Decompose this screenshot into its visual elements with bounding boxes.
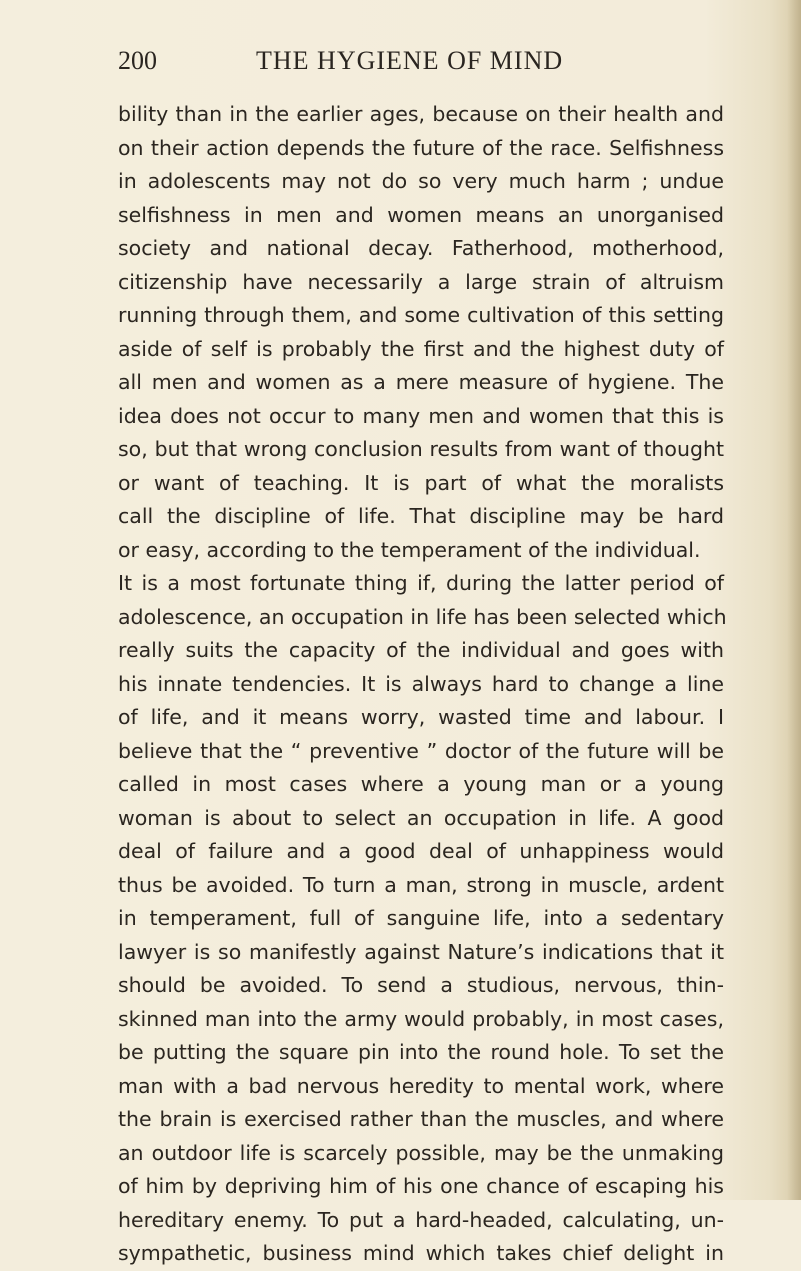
text-line: his innate tendencies. It is always hard to change a line [118,671,724,696]
text-line: all men and women as a mere measure of hygiene. The [118,370,724,394]
text-line: bility than in the earlier ages, because on their health and [118,102,724,126]
text-line: on their action depends the future of the race. Selfishness [118,135,724,160]
text-line: or want of teaching. It is part of what the moralists [118,470,724,495]
running-title: THE HYGIENE OF MIND [256,46,564,75]
text-line: woman is about to select an occupation in life. A good [118,805,724,830]
text-line: believe that the “ preventive ” doctor of the future will be [118,738,724,763]
text-line: of life, and it means worry, wasted time and labour. I [118,705,724,729]
text-line: running through them, and some cultivation of this setting [118,303,724,327]
text-line: so, but that wrong conclusion results from want of thought [118,437,724,461]
text-line: be putting the square pin into the round hole. To set the [118,1040,724,1064]
body-text [118,98,727,1271]
text-line: or easy, according to the temperament of the individual. [118,537,701,562]
text-line: deal of failure and a good deal of unhappiness would [118,839,724,863]
text-line: of him by depriving him of his one chance of escaping his [118,1174,724,1198]
text-line: the brain is exercised rather than the muscles, and where [118,1107,724,1131]
text-line: idea does not occur to many men and women that this is [118,403,724,428]
text-line: call the discipline of life. That discipline may be hard [118,504,724,528]
text-line: in temperament, full of sanguine life, into a sedentary [118,906,724,930]
text-line: skinned man into the army would probably, in most cases, [118,1006,724,1031]
text-line: It is a most fortunate thing if, during the latter period of [118,571,724,595]
text-line: hereditary enemy. To put a hard-headed, calculating, un- [118,1207,724,1232]
text-line: an outdoor life is scarcely possible, may be the unmaking [118,1140,724,1165]
page-edge-shadow [787,0,801,1200]
page-number: 200 [118,46,157,75]
text-line: in adolescents may not do so very much harm ; undue [118,169,724,193]
text-line: should be avoided. To send a studious, nervous, thin- [118,973,724,997]
text-line: society and national decay. Fatherhood, motherhood, [118,236,724,260]
text-line: aside of self is probably the first and the highest duty of [118,336,724,361]
text-line: lawyer is so manifestly against Nature’s indications that it [118,939,724,964]
text-line: thus be avoided. To turn a man, strong in muscle, ardent [118,872,724,897]
text-line: adolescence, an occupation in life has been selected which [118,604,727,629]
text-line: really suits the capacity of the individual and goes with [118,638,724,662]
text-line: selfishness in men and women means an unorganised [118,202,724,227]
text-line: man with a bad nervous heredity to mental work, where [118,1073,724,1098]
text-line: sympathetic, business mind which takes chief delight in [118,1241,724,1265]
page-header [118,46,698,86]
text-line: called in most cases where a young man or a young [118,772,724,796]
text-line: citizenship have necessarily a large strain of altruism [118,269,724,294]
